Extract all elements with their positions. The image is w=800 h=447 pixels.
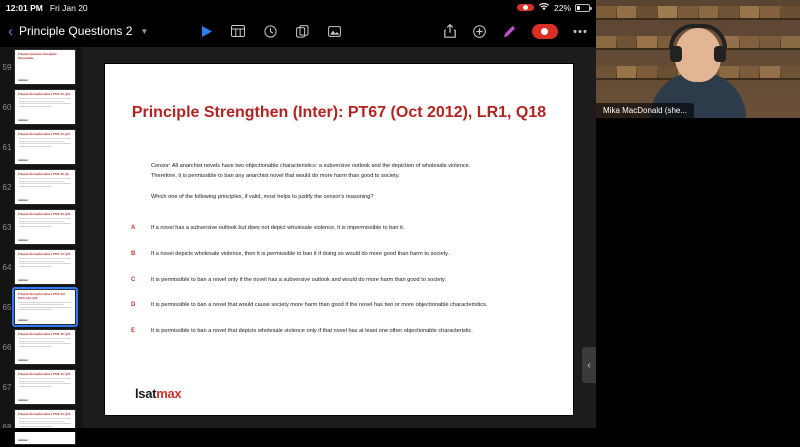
thumbnail-title: Principle Questions Strengthen Intermediate	[18, 53, 57, 60]
stimulus-block	[151, 162, 477, 202]
slide-thumbnail-current[interactable]	[14, 289, 76, 325]
slide-number: 66	[2, 343, 12, 352]
thumbnail-brand: lsatmax	[18, 359, 28, 362]
choice-text: It is permissible to ban a novel only if the novel has a subversive outlook and would do more harm than good to society.	[151, 276, 446, 283]
thumbnail-brand: lsatmax	[18, 279, 28, 282]
share-icon[interactable]	[442, 23, 458, 39]
choice-letter: A	[131, 225, 136, 231]
slide-number: 64	[2, 263, 12, 272]
back-chevron-icon[interactable]: ‹	[8, 22, 13, 40]
document-title[interactable]: Principle Questions 2	[19, 24, 133, 38]
list-item[interactable]	[131, 327, 489, 337]
thumbnail-title: Principle Strengthen (Inter): PT69, S1, Q10	[18, 373, 71, 376]
thumbnail-title: Principle Strengthen (Inter): PT67 (Oct 2012), LR1, Q18	[18, 293, 66, 300]
participant-name-label: Mika MacDonald (she...	[596, 103, 694, 118]
battery-icon	[575, 4, 590, 12]
list-item[interactable]	[0, 367, 82, 407]
slide-number: 61	[2, 143, 12, 152]
slide-thumbnail[interactable]	[14, 129, 76, 165]
video-panel-empty-area	[596, 118, 800, 432]
status-bar-left	[6, 3, 88, 13]
thumbnail-brand: lsatmax	[18, 439, 28, 442]
slide-title-rest: : PT67 (Oct 2012), LR1, Q18	[338, 104, 547, 121]
list-item[interactable]	[131, 301, 489, 311]
thumbnail-brand: lsatmax	[18, 319, 28, 322]
headphones-icon	[669, 24, 727, 48]
question-stem: Which one of the following principles, if valid, most helps to justify the censor's reasoning?	[151, 193, 374, 200]
choice-text: It is permissible to ban a novel that depicts wholesale violence only if that novel has at least one other objectionable characteristic.	[151, 328, 473, 335]
recording-indicator[interactable]	[517, 4, 534, 11]
slide-thumbnail[interactable]	[14, 169, 76, 205]
list-item[interactable]	[0, 87, 82, 127]
list-item[interactable]	[0, 127, 82, 167]
choice-text: It is permissible to ban a novel that would cause society more harm than good if the novel has two or more objectionable characteristics.	[151, 302, 488, 309]
media-icon[interactable]	[326, 23, 342, 39]
choice-letter: C	[131, 276, 136, 283]
more-icon[interactable]	[572, 23, 588, 39]
thumbnail-title: Principle Strengthen (Inter): PT67, S1, Q13	[18, 253, 71, 256]
document-title-group[interactable]	[8, 24, 148, 39]
thumbnail-brand: lsatmax	[18, 239, 28, 242]
video-panel	[596, 0, 800, 432]
status-bar	[0, 0, 596, 15]
slide-thumbnail[interactable]	[14, 329, 76, 365]
participant-video-tile[interactable]	[596, 0, 800, 118]
timer-icon[interactable]	[262, 23, 278, 39]
slide-number: 65	[2, 303, 12, 312]
list-item[interactable]	[0, 407, 82, 447]
slide-thumbnail[interactable]	[14, 249, 76, 285]
brand-text: lsat	[135, 386, 157, 401]
brand-logo	[135, 386, 181, 401]
thumbnail-title: Principle Strengthen (Inter): PT66, S4, Q16	[18, 213, 71, 216]
status-bar-right	[517, 2, 590, 13]
headphone-earcup-left	[670, 46, 682, 62]
list-item[interactable]	[131, 224, 489, 234]
slide-title-lead: Principle Strengthen (Inter)	[131, 104, 339, 121]
thumbnail-title: Principle Strengthen (Inter): PT65, S4, Q11	[18, 133, 71, 136]
list-item[interactable]	[131, 250, 489, 260]
choice-letter: D	[131, 302, 136, 309]
thumbnail-brand: lsatmax	[18, 199, 28, 202]
stimulus-text: Censor: All anarchist novels have two objectionable characteristics: a subversive outlook and the depiction of wholesale violence. Therefore, it is permissible to ban any anarchist novel that would do more harm than good to society.	[151, 163, 471, 179]
add-icon[interactable]	[472, 23, 488, 39]
pen-icon[interactable]	[502, 23, 518, 39]
bookshelf-row	[596, 6, 800, 20]
date-label: Fri Jan 20	[49, 2, 88, 13]
slide-canvas-area[interactable]	[82, 47, 596, 432]
record-dot-icon	[541, 28, 548, 35]
current-slide[interactable]	[105, 64, 573, 415]
play-icon[interactable]	[198, 23, 214, 39]
chevron-down-icon[interactable]: ▼	[140, 26, 149, 36]
slide-thumbnail[interactable]	[14, 49, 76, 85]
thumbnail-brand: lsatmax	[18, 79, 28, 82]
clock: 12:01 PM	[6, 2, 43, 13]
choice-letter: E	[131, 328, 136, 335]
slide-thumbnail[interactable]	[14, 89, 76, 125]
slide-number: 62	[2, 183, 12, 192]
slide-number: 59	[2, 63, 12, 72]
slide-navigator[interactable]	[0, 47, 82, 442]
list-item[interactable]	[131, 276, 489, 286]
record-dot-icon	[523, 5, 528, 10]
choice-text: If a novel depicts wholesale violence, then it is permissible to ban it if doing so would do more good than harm to society.	[151, 250, 450, 257]
slide-number: 63	[2, 223, 12, 232]
thumbnail-brand: lsatmax	[18, 399, 28, 402]
list-item[interactable]	[0, 47, 82, 87]
battery-percent-label: 22%	[553, 2, 571, 13]
headphone-earcup-right	[714, 46, 726, 62]
list-item[interactable]	[0, 327, 82, 367]
toolbar-right-tools	[442, 23, 588, 39]
list-item-selected[interactable]	[0, 287, 82, 327]
app-toolbar	[0, 15, 596, 47]
slide-title	[105, 104, 573, 122]
slide-thumbnail[interactable]	[14, 409, 76, 445]
workspace	[0, 47, 596, 442]
books-row	[596, 6, 800, 18]
wifi-icon	[538, 2, 550, 13]
brand-accent-text: max	[156, 386, 182, 401]
slide-number	[0, 409, 14, 445]
duplicate-icon[interactable]	[294, 23, 310, 39]
bottom-bar	[0, 428, 596, 432]
choice-letter: B	[131, 250, 136, 257]
thumbnail-title: Principle Strengthen (Inter): PT69, S4, Q19	[18, 413, 71, 416]
thumbnail-title: Principle Strengthen (Inter): PT66, S2, Q9	[18, 173, 69, 176]
list-item[interactable]	[0, 207, 82, 247]
choice-text: If a novel has a subversive outlook but does not depict wholesale violence, it is impermissible to ban it.	[151, 225, 405, 231]
thumbnail-brand: lsatmax	[18, 119, 28, 122]
slide-number: 67	[2, 383, 12, 392]
thumbnail-title: Principle Strengthen (Inter): PT68, S2, Q12	[18, 333, 71, 336]
thumbnail-title: Principle Strengthen (Inter): PT64, S3, Q14	[18, 93, 71, 96]
slide-thumbnail[interactable]	[14, 209, 76, 245]
thumbnail-brand: lsatmax	[18, 159, 28, 162]
record-button[interactable]	[532, 24, 558, 39]
slide-thumbnail[interactable]	[14, 369, 76, 405]
list-item[interactable]	[0, 247, 82, 287]
collapse-panel-chevron-icon[interactable]: ‹	[582, 347, 596, 383]
table-icon[interactable]	[230, 23, 246, 39]
slide-number: 60	[2, 103, 12, 112]
list-item[interactable]	[0, 167, 82, 207]
toolbar-center-tools	[198, 23, 342, 39]
answer-choices	[131, 224, 489, 353]
